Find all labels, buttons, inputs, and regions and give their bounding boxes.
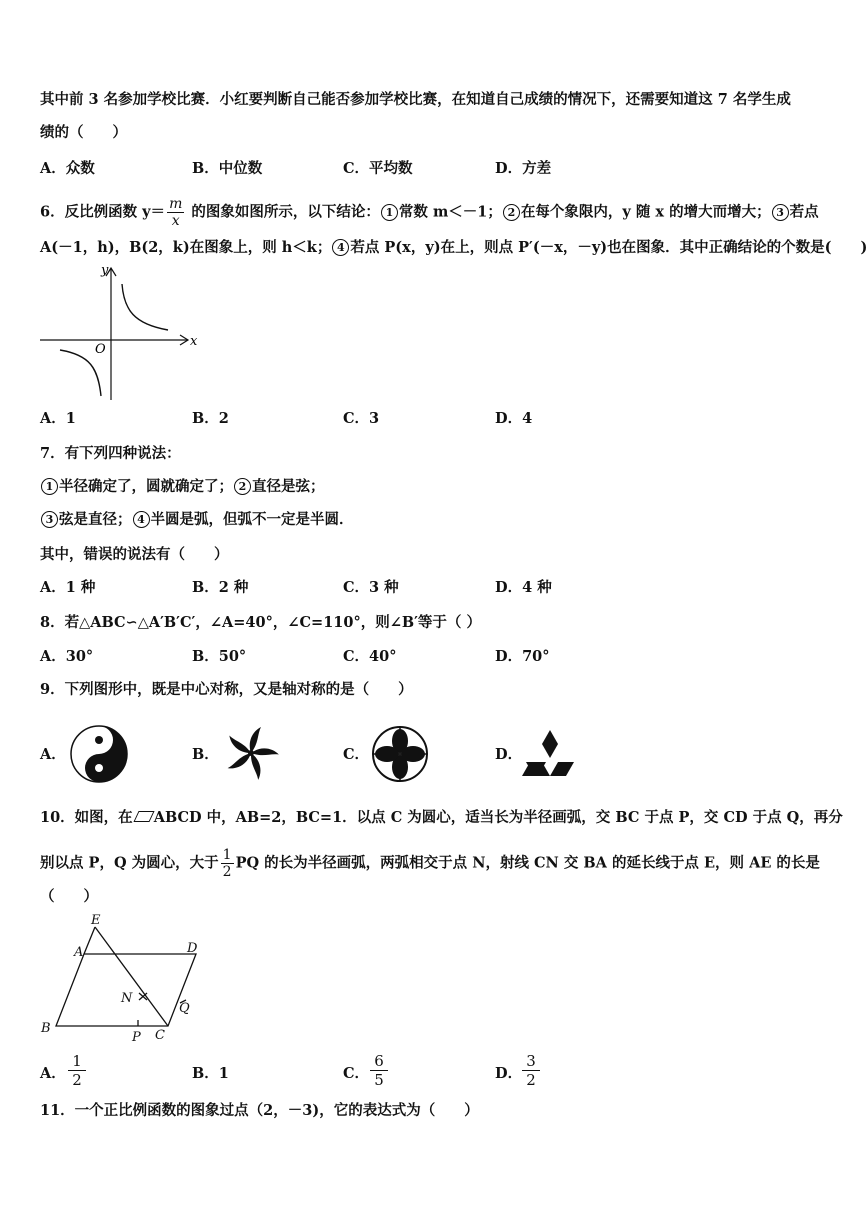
- q6-option-a[interactable]: A．1: [40, 410, 76, 427]
- q6-frac-num: m: [169, 196, 183, 212]
- q6-t2: 在每个象限内，y 随 x 的增大而增大；: [520, 203, 771, 221]
- q7-s3: 弦是直径；: [59, 511, 132, 528]
- q6-line2: [40, 238, 867, 258]
- q10-option-b[interactable]: B．1: [192, 1065, 229, 1082]
- q10-option-c-num: 6: [374, 1052, 384, 1070]
- q8-text: 8．若△ABC∽△A′B′C′，∠A=40°，∠C=110°，则∠B′等于（ ）: [40, 614, 481, 631]
- circled-1-icon: 1: [381, 204, 398, 221]
- q6-option-c[interactable]: C．3: [343, 410, 380, 427]
- q10-line1b: ABCD 中，AB=2，BC=1．以点 C 为圆心，适当长为半径画弧，交 BC 于点 P，交 CD 于点 Q，再分: [153, 809, 843, 826]
- q6-hyperbola-graph: [38, 260, 208, 405]
- q5-line2: 绩的（ ）: [40, 124, 127, 141]
- q10-option-a-num: 1: [72, 1052, 82, 1070]
- q7-option-d[interactable]: D．4 种: [495, 579, 552, 596]
- q6-line1: [40, 196, 819, 229]
- q6-line1-rest: 的图象如图所示，以下结论：: [186, 203, 380, 221]
- q7-statements-2: [40, 510, 354, 530]
- q10-half-num: 1: [222, 847, 232, 863]
- q7-option-c[interactable]: C．3 种: [343, 579, 399, 596]
- label-e: E: [91, 913, 101, 928]
- q7-s4: 半圆是弧，但弧不一定是半圆．: [150, 511, 354, 528]
- label-q: Q: [179, 1001, 190, 1016]
- q5-option-b[interactable]: B．中位数: [192, 160, 263, 177]
- q7-ask: 其中，错误的说法有（ ）: [40, 546, 229, 563]
- q6-prefix: 6．反比例函数 y＝: [40, 203, 166, 221]
- q10-half-fraction: [221, 847, 234, 880]
- q6-frac-den: x: [167, 212, 184, 229]
- q9-option-c[interactable]: C．: [343, 746, 370, 763]
- q10-option-d-letter: D．: [495, 1065, 523, 1082]
- q6-t3: 若点: [789, 203, 819, 221]
- label-a: A: [74, 945, 84, 960]
- label-b: B: [41, 1021, 51, 1036]
- q7-s1: 半径确定了，圆就确定了；: [59, 478, 233, 495]
- q7-option-a[interactable]: A．1 种: [40, 579, 96, 596]
- pinwheel-flower-icon: [220, 722, 282, 784]
- circled-3-icon: 3: [772, 204, 789, 221]
- label-d: D: [187, 941, 198, 956]
- q6-option-b[interactable]: B．2: [192, 410, 229, 427]
- q10-option-c-letter: C．: [343, 1065, 370, 1082]
- q10-parallelogram-figure: [38, 910, 208, 1048]
- circled-4-icon: 4: [133, 511, 150, 528]
- three-diamond-icon: [522, 728, 578, 780]
- q10-line3: （ ）: [40, 888, 98, 905]
- q5-option-d[interactable]: D．方差: [495, 160, 552, 177]
- q7-title: 7．有下列四种说法：: [40, 445, 181, 462]
- label-c: C: [155, 1028, 165, 1043]
- q6-t1: 常数 m＜－1；: [398, 203, 502, 221]
- circled-1-icon: 1: [41, 478, 58, 495]
- q10-option-a[interactable]: [40, 1064, 66, 1084]
- parallelogram-icon: [133, 811, 154, 822]
- q10-option-a-fraction: [68, 1052, 86, 1089]
- q6-x-label: x: [190, 334, 198, 349]
- circled-2-icon: 2: [503, 204, 520, 221]
- q6-line2a: A(－1，h)，B(2，k)在图象上，则 h＜k；: [40, 239, 332, 256]
- q9-option-d[interactable]: D．: [495, 746, 523, 763]
- circled-3-icon: 3: [41, 511, 58, 528]
- q11-text: 11．一个正比例函数的图象过点（2，－3)，它的表达式为（ ）: [40, 1102, 479, 1119]
- q10-option-d-den: 2: [522, 1070, 540, 1089]
- q10-line2: [40, 847, 820, 880]
- q8-option-a[interactable]: A．30°: [40, 648, 94, 665]
- q6-y-label: y: [101, 263, 109, 278]
- q10-line1a: 10．如图，在: [40, 809, 133, 826]
- q10-half-den: 2: [222, 864, 232, 880]
- yin-yang-icon: [69, 724, 129, 784]
- q10-line2b: PQ 的长为半径画弧，两弧相交于点 N，射线 CN 交 BA 的延长线于点 E，则 AE 的长是: [235, 854, 820, 872]
- q7-s2: 直径是弦；: [252, 478, 325, 495]
- q6-line2b: 若点 P(x，y)在上，则点 P′(－x，－y)也在图象．其中正确结论的个数是( ): [350, 239, 868, 256]
- circled-2-icon: 2: [234, 478, 251, 495]
- q10-option-d-num: 3: [526, 1052, 536, 1070]
- q10-option-c-fraction: [370, 1052, 388, 1089]
- q8-option-b[interactable]: B．50°: [192, 648, 247, 665]
- q7-option-b[interactable]: B．2 种: [192, 579, 249, 596]
- q10-option-a-den: 2: [68, 1070, 86, 1089]
- q8-option-d[interactable]: D．70°: [495, 648, 550, 665]
- q10-option-d-fraction: [522, 1052, 540, 1089]
- q9-text: 9．下列图形中，既是中心对称，又是轴对称的是（ ）: [40, 681, 413, 698]
- q10-line1: [40, 808, 843, 828]
- q5-option-c[interactable]: C．平均数: [343, 160, 413, 177]
- circled-4-icon: 4: [332, 239, 349, 256]
- q10-option-d[interactable]: [495, 1064, 522, 1084]
- q6-fraction: [167, 196, 184, 229]
- q5-line1: 其中前 3 名参加学校比赛．小红要判断自己能否参加学校比赛，在知道自己成绩的情况下，还需要知道这 7 名学生成: [40, 91, 791, 108]
- q9-option-b[interactable]: B．: [192, 746, 219, 763]
- q9-option-a[interactable]: A．: [40, 746, 66, 763]
- label-p: P: [132, 1030, 141, 1045]
- q5-option-a[interactable]: A．众数: [40, 160, 95, 177]
- q10-option-c[interactable]: [343, 1064, 369, 1084]
- q8-option-c[interactable]: C．40°: [343, 648, 397, 665]
- q6-origin-label: O: [95, 342, 106, 357]
- label-n: N: [121, 991, 133, 1006]
- q10-option-c-den: 5: [370, 1070, 388, 1089]
- q10-line2a: 别以点 P，Q 为圆心，大于: [40, 854, 219, 872]
- q7-statements-1: [40, 477, 325, 497]
- q6-option-d[interactable]: D．4: [495, 410, 533, 427]
- q10-option-a-letter: A．: [40, 1065, 66, 1082]
- four-petal-circle-icon: [370, 724, 430, 784]
